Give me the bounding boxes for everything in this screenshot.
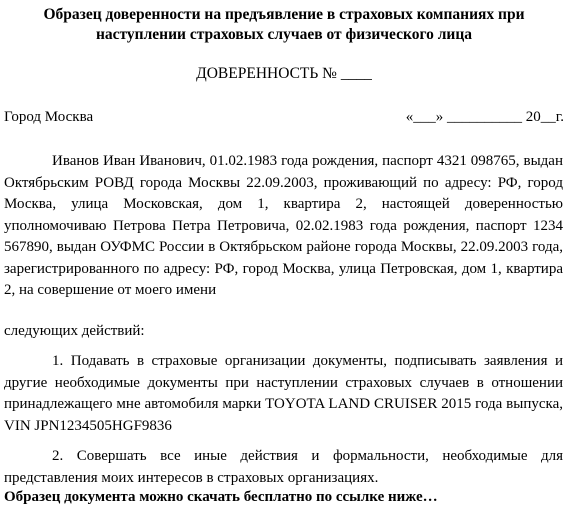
date-placeholder: «___» __________ 20__г. — [405, 109, 564, 125]
authority-item-1: 1. Подавать в страховые организации документы, подписывать заявления и другие необходимые документы при наступлении страховых случаев в отношении принадлежащего мне автомобиля марки TOYOTA LAND CRUISER 2015 года выпуска, VIN JPN1234505HGF9836 — [4, 353, 563, 434]
city-label: Город Москва — [4, 109, 94, 125]
document-title-line-2: наступлении страховых случаев от физического лица — [95, 26, 473, 43]
actions-intro: следующих действий: — [4, 323, 145, 339]
download-note: Образец документа можно скачать бесплатно по ссылке ниже… — [4, 489, 438, 505]
authority-item-2: 2. Совершать все иные действия и формальности, необходимые для представления моих интересов в страховых организациях. — [4, 448, 563, 486]
document-title-line-1: Образец доверенности на предъявление в страховых компаниях при — [43, 6, 525, 23]
principal-and-agent-paragraph: Иванов Иван Иванович, 01.02.1983 года рождения, паспорт 4321 098765, выдан Октябрьским РОВД города Москвы 22.09.2003, проживающий по адресу: РФ, город Москва, улица Московская, дом 1, квартира 2, настоящей доверенностью уполномочиваю Петрова Петра Петровича, 02.02.1983 года рождения, паспорт 1234 567890, выдан ОУФМС России в Октябрьском районе города Москвы, 22.09.2003 года, зарегистрированного по адресу: РФ, город Москва, улица Петровская, дом 1, квартира 2, на совершение от моего имени — [4, 153, 563, 298]
power-of-attorney-heading: ДОВЕРЕННОСТЬ № ____ — [196, 65, 372, 82]
